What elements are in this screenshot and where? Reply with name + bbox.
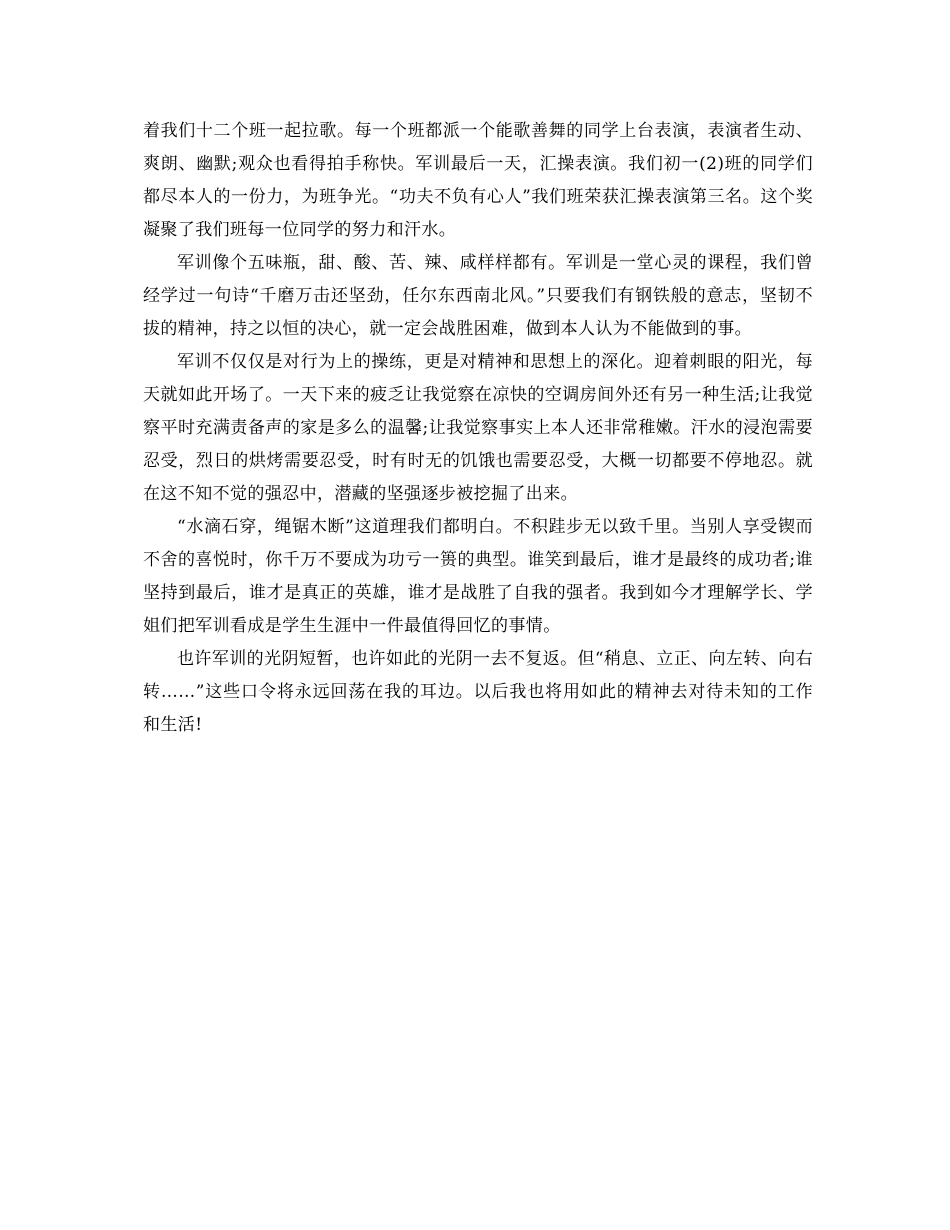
paragraph-5: 也许军训的光阴短暂，也许如此的光阴一去不复返。但“稍息、立正、向左转、向右转……”这些口令将永远回荡在我的耳边。以后我也将用如此的精神去对待未知的工作和生活! [143,649,813,735]
paragraph-3: 军训不仅仅是对行为上的操练，更是对精神和思想上的深化。迎着刺眼的阳光，每天就如此开场了。一天下来的疲乏让我觉察在凉快的空调房间外还有另一种生活;让我觉察平时充满责备声的家是多么的温馨;让我觉察事实上本人还非常稚嫩。汗水的浸泡需要忍受，烈日的烘烤需要忍受，时有时无的饥饿也需要忍受，大概一切都要不停地忍。就在这不知不觉的强忍中，潜藏的坚强逐步被挖掘了出来。 [143,352,813,504]
paragraph-1: 着我们十二个班一起拉歌。每一个班都派一个能歌善舞的同学上台表演，表演者生动、爽朗、幽默;观众也看得拍手称快。军训最后一天，汇操表演。我们初一(2)班的同学们都尽本人的一份力，为班争光。“功夫不负有心人”我们班荣获汇操表演第三名。这个奖凝聚了我们班每一位同学的努力和汗水。 [143,121,813,240]
paragraph-4: “水滴石穿，绳锯木断”这道理我们都明白。不积跬步无以致千里。当别人享受锲而不舍的喜悦时，你千万不要成为功亏一篑的典型。谁笑到最后，谁才是最终的成功者;谁坚持到最后，谁才是真正的英雄，谁才是战胜了自我的强者。我到如今才理解学长、学姐们把军训看成是学生生涯中一件最值得回忆的事情。 [143,517,813,636]
document-body [143,115,813,742]
paragraph-2: 军训像个五味瓶，甜、酸、苦、辣、咸样样都有。军训是一堂心灵的课程，我们曾经学过一句诗“千磨万击还坚劲，任尔东西南北风。”只要我们有钢铁般的意志，坚韧不拔的精神，持之以恒的决心，就一定会战胜困难，做到本人认为不能做到的事。 [143,253,813,339]
